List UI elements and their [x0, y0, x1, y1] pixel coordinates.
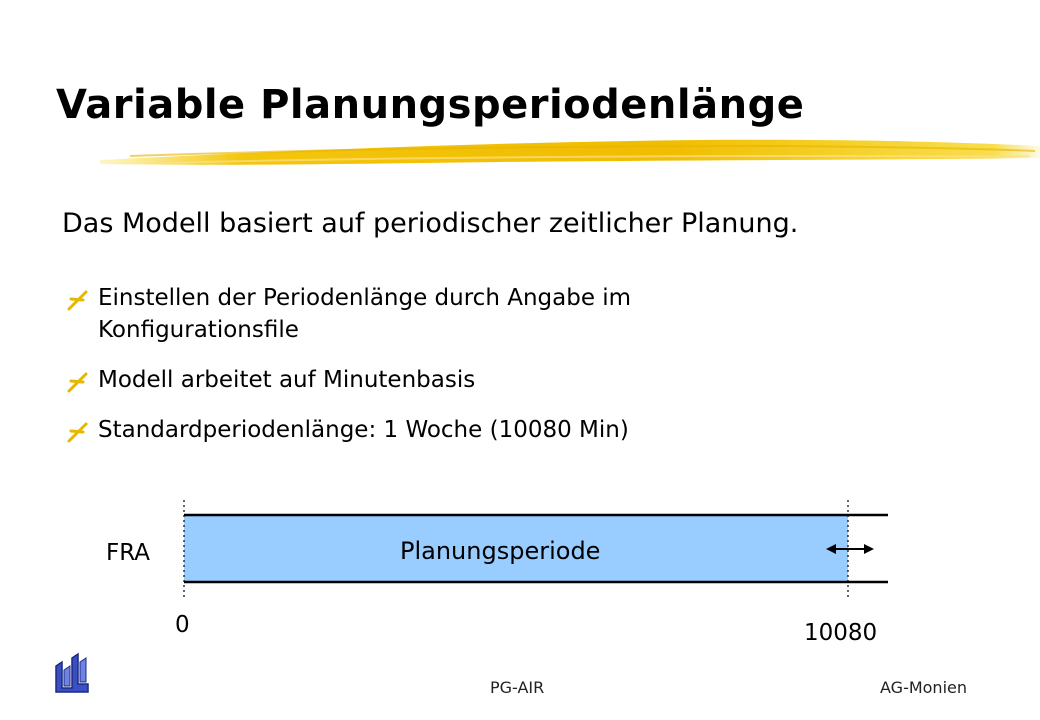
- footer-right-text: AG-Monien: [880, 678, 967, 697]
- start-value-label: 0: [175, 612, 190, 638]
- footer-center-text: PG-AIR: [490, 678, 545, 697]
- end-value-label: 10080: [804, 620, 878, 646]
- bullet-text: Einstellen der Periodenlänge durch Angabe im Konfigurationsfile: [98, 285, 632, 343]
- slide-title: Variable Planungsperiodenlänge: [56, 82, 805, 128]
- row-label: FRA: [106, 540, 151, 566]
- university-logo-icon: [50, 652, 94, 696]
- intro-text: Das Modell basiert auf periodischer zeitlicher Planung.: [62, 208, 799, 239]
- bar-label: Planungsperiode: [400, 537, 601, 565]
- bullet-text: Standardperiodenlänge: 1 Woche (10080 Min): [98, 417, 629, 443]
- bullet-text: Modell arbeitet auf Minutenbasis: [98, 367, 476, 393]
- double-arrow-icon: [826, 544, 874, 554]
